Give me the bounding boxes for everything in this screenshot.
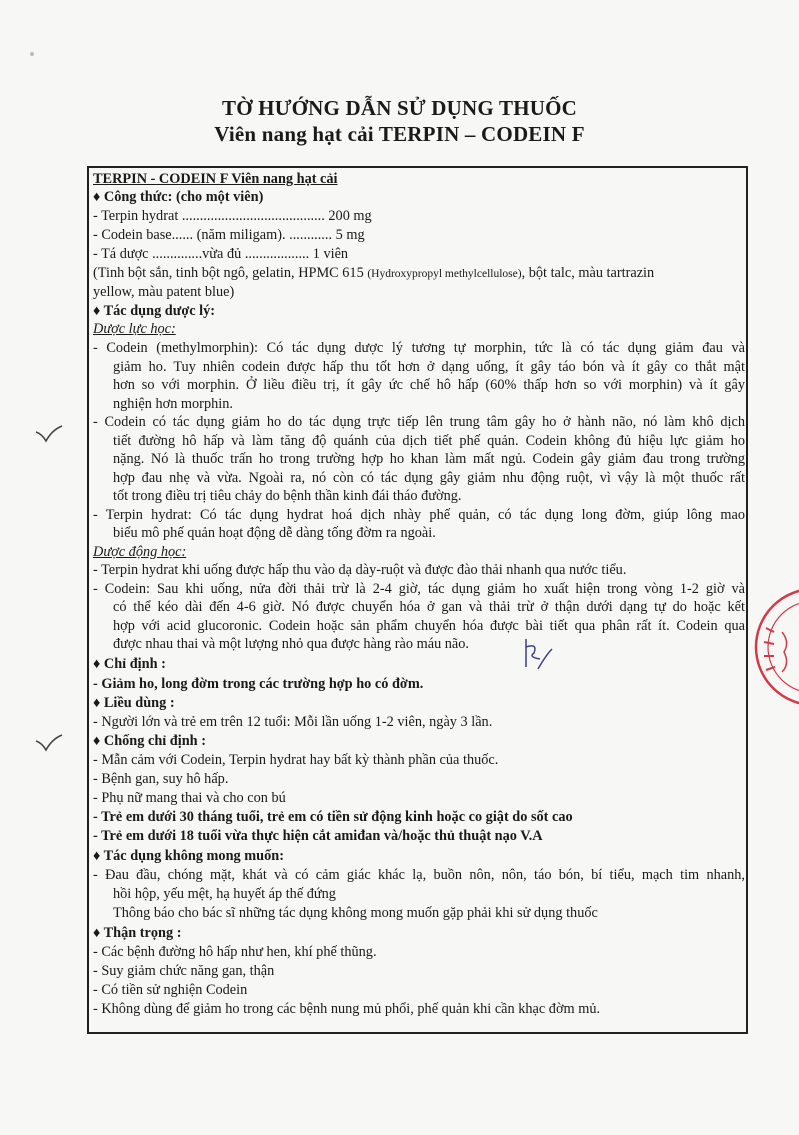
text-line: - Người lớn và trẻ em trên 12 tuổi: Mỗi lần uống 1-2 viên, ngày 3 lần. <box>93 714 493 730</box>
formula-codein: - Codein base...... (năm miligam). ............ 5 mg <box>93 227 365 243</box>
section-heading-product: TERPIN - CODEIN F Viên nang hạt cải <box>93 171 338 187</box>
text-line: - Bệnh gan, suy hô hấp. <box>93 771 229 787</box>
stamp-icon <box>752 572 799 722</box>
text-line: - Suy giảm chức năng gan, thận <box>93 963 275 979</box>
heading-contraindications: ♦ Chống chỉ định : <box>93 733 206 749</box>
text-line: tiết đường hô hấp và làm tăng độ quánh của dịch tiết phế quản. Codein không đủ hiệu lực giảm ho <box>113 433 745 449</box>
text-line: - Codein (methylmorphin): Có tác dụng dược lý tương tự morphin, tức là có tác dụng giảm đau và <box>93 340 745 356</box>
text-line: - Giảm ho, long đờm trong các trường hợp ho có đờm. <box>93 676 424 692</box>
excipient-detail-cont: yellow, màu patent blue) <box>93 284 235 300</box>
text-line: giảm ho. Tuy nhiên codein được hấp thu tốt hơn ở dạng uống, ít gây táo bón và ít gây co thắt mật <box>113 359 745 375</box>
text-line: được nhau thai và một lượng nhỏ qua được hàng rào máu não. <box>113 636 470 652</box>
text-line: - Các bệnh đường hô hấp như hen, khí phế thũng. <box>93 944 377 960</box>
heading-precautions: ♦ Thận trọng : <box>93 925 182 941</box>
text-line: - Terpin hydrat: Có tác dụng hydrat hoá dịch nhày phế quản, có tác dụng long đờm, giúp lông mao <box>93 507 745 523</box>
text-line: tốt trong điều trị tiêu chảy do bệnh thần kinh đái tháo đường. <box>113 488 462 504</box>
heading-side-effects: ♦ Tác dụng không mong muốn: <box>93 848 284 864</box>
heading-dosage: ♦ Liều dùng : <box>93 695 175 711</box>
text-line: Thông báo cho bác sĩ những tác dụng không mong muốn gặp phải khi sử dụng thuốc <box>113 905 598 921</box>
text-line: nghiện hơn morphin. <box>113 396 233 412</box>
text-line: hợp đau nhẹ và vừa. Ngoài ra, nó còn có tác dụng gây giảm nhu động ruột, vì vậy là một thuốc rất <box>113 470 745 486</box>
signature-icon <box>518 635 554 675</box>
text-line: - Phụ nữ mang thai và cho con bú <box>93 790 286 806</box>
heading-formula: ♦ Công thức: (cho một viên) <box>93 189 264 205</box>
text-line: - Mẫn cảm với Codein, Terpin hydrat hay bất kỳ thành phần của thuốc. <box>93 752 499 768</box>
text-line: nặng. Nó là thuốc trấn ho trong trường hợp ho khan làm mất ngủ. Codein gây giảm đau trong trường <box>113 451 745 467</box>
text-line: hợp với acid glucoronic. Codein hoặc sản phẩm chuyển hóa được bài tiết qua phân rất ít. Codein qua <box>113 618 745 634</box>
checkmark-icon <box>34 424 64 444</box>
excipient-detail: (Tinh bột sắn, tinh bột ngô, gelatin, HPMC 615 (Hydroxypropyl methylcellulose), bột talc, màu tartrazin <box>93 265 655 281</box>
checkmark-icon <box>34 733 64 753</box>
product-name: Viên nang hạt cải TERPIN – CODEIN F <box>214 122 585 146</box>
heading-indications: ♦ Chỉ định : <box>93 656 166 672</box>
subheading-pharmacokinetics: Dược động học: <box>93 544 187 560</box>
text-line: biểu mô phế quản hoạt động dễ dàng tống đờm ra ngoài. <box>113 525 436 541</box>
text-line: - Codein: Sau khi uống, nửa đời thải trừ là 2-4 giờ, tác dụng giảm ho xuất hiện trong vòng 1-2 giờ và <box>93 581 745 597</box>
text-line: hơn so với morphin. Ở liều điều trị, ít gây ức chế hô hấp (60% thấp hơn so với morphin) và ít gây <box>113 377 745 393</box>
formula-terpin: - Terpin hydrat ........................................ 200 mg <box>93 208 372 224</box>
text-line: - Trẻ em dưới 18 tuổi vừa thực hiện cắt amiđan và/hoặc thủ thuật nạo V.A <box>93 828 543 844</box>
text-line: có thể kéo dài đến 4-6 giờ. Nó được chuyển hóa ở gan và thải trừ ở thận dưới dạng tự do hoặc kết <box>113 599 745 615</box>
heading-pharmacology: ♦ Tác dụng dược lý: <box>93 303 216 319</box>
document-title: TỜ HƯỚNG DẪN SỬ DỤNG THUỐC <box>221 96 578 120</box>
text-line: - Không dùng để giảm ho trong các bệnh nung mủ phổi, phế quản khi cần khạc đờm mủ. <box>93 1001 601 1017</box>
text-line: - Có tiền sử nghiện Codein <box>93 982 248 998</box>
text-line: - Đau đầu, chóng mặt, khát và có cảm giác khác lạ, buồn nôn, nôn, táo bón, bí tiểu, mạch tim nhanh, <box>93 867 745 883</box>
text-line: - Codein có tác dụng giảm ho do tác dụng trực tiếp lên trung tâm gây ho ở hành não, nó làm khô dịch <box>93 414 745 430</box>
text-line: hồi hộp, yếu mệt, hạ huyết áp thế đứng <box>113 886 336 902</box>
formula-excipient: - Tá dược ..............vừa đủ .................. 1 viên <box>93 246 349 262</box>
subheading-pharmacodynamics: Dược lực học: <box>93 321 176 337</box>
text-line: - Terpin hydrat khi uống được hấp thu vào dạ dày-ruột và được đào thải nhanh qua nước tiểu. <box>93 562 627 578</box>
text-line: - Trẻ em dưới 30 tháng tuổi, trẻ em có tiền sử động kinh hoặc co giật do sốt cao <box>93 809 573 825</box>
punch-mark <box>30 52 34 56</box>
